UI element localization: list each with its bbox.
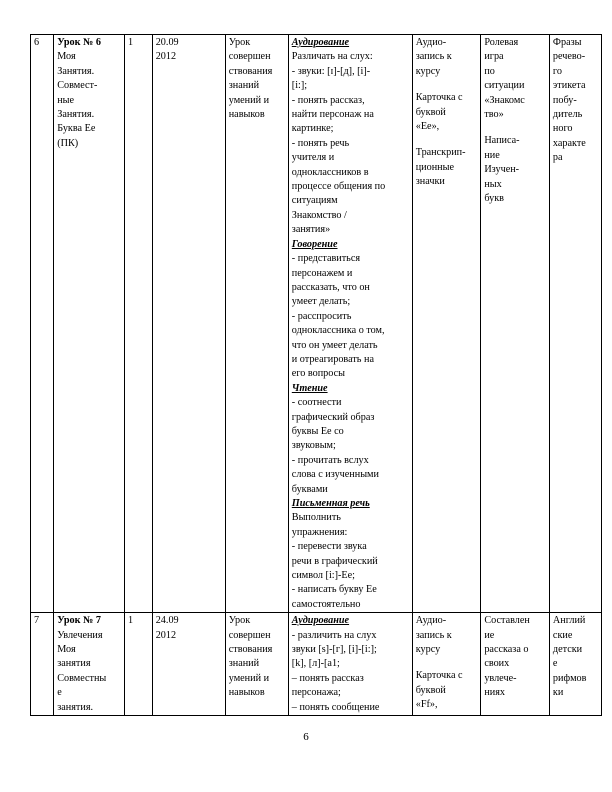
lesson-type-cell-line: совершен — [228, 51, 271, 63]
lesson-topic-line: Буква Ee — [57, 123, 96, 135]
content-cell-line: умеет делать; — [291, 296, 351, 308]
activity-cell-line: Составлен — [484, 615, 530, 627]
phrases-cell-line: этикета — [552, 80, 586, 92]
content-cell-line: рассказать, что он — [291, 281, 370, 293]
content-cell — [288, 613, 412, 716]
lesson-type-cell-line: знаний — [228, 80, 260, 92]
lesson-topic-line: Увлечения — [57, 629, 103, 641]
lesson-topic-line: (ПК) — [57, 137, 79, 149]
means-cell-line: Карточка с — [415, 670, 463, 682]
lesson-title: Урок № 7 — [57, 615, 101, 627]
hours-cell: 1 — [125, 35, 153, 613]
phrases-cell-line: го — [552, 65, 562, 77]
date-cell-line: 20.09 — [155, 37, 179, 48]
phrases-cell-line: ра — [552, 152, 563, 164]
activity-cell-line: увлече- — [484, 672, 517, 684]
content-cell-line: учителя и — [291, 152, 335, 164]
content-cell-line: - понять речь — [291, 137, 350, 149]
lesson-type-cell-line: навыков — [228, 687, 265, 699]
activity-cell-line: букв — [484, 193, 504, 205]
phrases-cell — [549, 35, 601, 613]
content-cell-line: - понять рассказ, — [291, 94, 365, 106]
means-cell-line — [416, 657, 478, 669]
lesson-topic-line: Совместны — [57, 672, 107, 684]
lesson-type-cell-line: ствования — [228, 65, 273, 77]
content-cell-line: персонажем и — [291, 267, 353, 279]
phrases-cell-line: рифмов — [552, 672, 587, 684]
content-cell-line: Письменная речь — [291, 498, 370, 509]
content-cell-line: речи в графический — [291, 555, 378, 567]
content-cell-line: Выполнить — [291, 512, 341, 524]
means-cell-line: запись к — [415, 629, 452, 641]
activity-cell-line: своих — [484, 658, 510, 670]
means-cell-line: Карточка с — [415, 92, 463, 104]
means-cell-line — [416, 79, 478, 91]
lesson-topic-line: Совмест- — [57, 80, 98, 92]
activity-cell-line: Изучен- — [484, 164, 520, 176]
lesson-topic-line: Занятия. — [57, 65, 95, 77]
lesson-title: Урок № 6 — [57, 37, 101, 48]
content-cell-line: - представиться — [291, 253, 361, 265]
content-cell-line: его вопросы — [291, 368, 345, 380]
content-cell-line: слова с изученными — [291, 469, 379, 481]
content-cell-line: символ [i:]-Ee; — [291, 570, 355, 582]
phrases-cell-line: детски — [552, 644, 583, 656]
content-cell-line: Говорение — [291, 238, 338, 250]
lesson-type-cell — [225, 613, 288, 716]
activity-cell-line: Написа- — [484, 135, 520, 147]
activity-cell-line: Ролевая — [484, 37, 519, 48]
lesson-number-cell: 6 — [31, 35, 54, 613]
content-cell-line: - расспросить — [291, 310, 352, 322]
means-cell-line: курсу — [415, 644, 441, 656]
activity-cell-line: рассказа о — [484, 644, 529, 656]
content-cell-line: – понять рассказ — [291, 672, 364, 684]
lesson-type-cell-line: навыков — [228, 109, 265, 121]
lesson-type-cell-line: ствования — [228, 644, 273, 656]
means-cell-line: Транскрип- — [415, 147, 466, 159]
page-number: 6 — [303, 731, 309, 743]
lesson-type-cell-line: умений и — [228, 672, 270, 684]
means-cell-line: курсу — [415, 65, 441, 77]
activity-cell-line: ситуации — [484, 80, 525, 92]
content-cell-line: – понять сообщение — [291, 701, 380, 713]
lesson-topic-cell — [54, 35, 125, 613]
means-cell-line: Аудио- — [415, 37, 447, 48]
content-cell-line: и отреагировать на — [291, 353, 374, 365]
lesson-topic-cell — [54, 613, 125, 716]
lesson-topic-line: Моя — [57, 51, 76, 63]
date-cell-line: 2012 — [155, 51, 177, 63]
lesson-type-cell — [225, 35, 288, 613]
content-cell-line: - перевести звука — [291, 541, 367, 553]
means-cell-line: ционные — [415, 161, 455, 173]
means-cell-line: значки — [415, 176, 445, 188]
content-cell-line: самостоятельно — [291, 598, 361, 610]
date-cell — [152, 35, 225, 613]
content-cell-line: Знакомство / — [291, 209, 347, 221]
content-cell-line: ситуациям — [291, 195, 338, 207]
phrases-cell-line: ские — [552, 629, 573, 641]
activity-cell-line: ных — [484, 178, 502, 190]
activity-cell-line: ие — [484, 629, 495, 641]
means-cell-line: Аудио- — [415, 615, 447, 627]
hours-cell: 1 — [125, 613, 153, 716]
activity-cell-line: по — [484, 65, 495, 77]
content-cell-line: звуковым; — [291, 440, 336, 452]
content-cell-line: Аудирование — [291, 615, 350, 627]
content-cell-line: буквами — [291, 483, 328, 495]
lesson-topic-line: Моя — [57, 644, 76, 656]
lesson-topic-line: е — [57, 687, 62, 699]
lesson-topic-line: Занятия. — [57, 109, 95, 121]
means-cell-line — [416, 134, 478, 146]
phrases-cell-line: ки — [552, 687, 564, 699]
content-cell-line: процессе общения по — [291, 181, 386, 193]
means-cell — [412, 35, 481, 613]
lesson-topic-line: занятия — [57, 658, 91, 670]
lesson-plan-table — [30, 34, 602, 716]
activity-cell-line — [484, 122, 546, 134]
content-cell-line: Различать на слух: — [291, 51, 373, 63]
date-cell — [152, 613, 225, 716]
content-cell-line: найти персонаж на — [291, 109, 374, 121]
content-cell-line: персонажа; — [291, 687, 341, 699]
phrases-cell-line: дитель — [552, 109, 583, 121]
content-cell-line: - различить на слух — [291, 629, 377, 641]
content-cell-line: картинке; — [291, 123, 334, 135]
lesson-number-cell: 7 — [31, 613, 54, 716]
lesson-type-cell-line: Урок — [228, 615, 251, 627]
activity-cell-line: ниях — [484, 687, 506, 699]
activity-cell — [481, 35, 550, 613]
activity-cell — [481, 613, 550, 716]
means-cell — [412, 613, 481, 716]
content-cell-line: буквы Ee со — [291, 425, 344, 437]
table-row — [31, 35, 602, 613]
content-cell-line: звуки [s]-[г], [i]-[i:]; — [291, 644, 377, 656]
means-cell-line: «Ее», — [415, 121, 440, 133]
lesson-type-cell-line: совершен — [228, 629, 271, 641]
lesson-type-cell-line: знаний — [228, 658, 260, 670]
content-cell-line: [k], [л]-[а1; — [291, 658, 340, 670]
content-cell-line: [i:]; — [291, 80, 308, 92]
lesson-topic-line: ные — [57, 94, 75, 106]
phrases-cell-line: речево- — [552, 51, 586, 63]
content-cell-line: - звуки: [ɪ]-[д], [i]- — [291, 65, 371, 77]
activity-cell-line: тво» — [484, 109, 504, 121]
content-cell-line: - прочитать вслух — [291, 454, 369, 466]
activity-cell-line: игра — [484, 51, 504, 63]
means-cell-line: «Ff», — [415, 699, 438, 711]
phrases-cell-line: побу- — [552, 94, 577, 106]
phrases-cell-line: характе — [552, 137, 586, 149]
lesson-topic-line: занятия. — [57, 701, 94, 713]
content-cell-line: что он умеет делать — [291, 339, 378, 351]
phrases-cell-line: е — [552, 658, 558, 670]
content-cell-line: упражнения: — [291, 526, 348, 538]
content-cell-line: графический образ — [291, 411, 375, 423]
lesson-type-cell-line: Урок — [228, 37, 251, 48]
date-cell-line: 24.09 — [155, 615, 179, 627]
table-row — [31, 613, 602, 716]
means-cell-line: запись к — [415, 51, 452, 63]
phrases-cell-line: Фразы — [552, 37, 582, 48]
means-cell-line: буквой — [415, 106, 446, 118]
phrases-cell-line: ного — [552, 123, 573, 135]
content-cell — [288, 35, 412, 613]
content-cell-line: - соотнести — [291, 397, 342, 409]
activity-cell-line: ние — [484, 149, 500, 161]
content-cell-line: - написать букву Ee — [291, 584, 377, 596]
lesson-type-cell-line: умений и — [228, 94, 270, 106]
content-cell-line: Чтение — [291, 382, 328, 394]
activity-cell-line: «Знакомс — [484, 94, 525, 106]
phrases-cell-line: Англий — [552, 615, 586, 627]
date-cell-line: 2012 — [155, 629, 177, 641]
content-cell-line: одноклассников в — [291, 166, 369, 178]
content-cell-line: занятия» — [291, 224, 331, 236]
means-cell-line: буквой — [415, 684, 446, 696]
phrases-cell — [549, 613, 601, 716]
content-cell-line: одноклассника о том, — [291, 325, 385, 337]
content-cell-line: Аудирование — [291, 37, 350, 48]
